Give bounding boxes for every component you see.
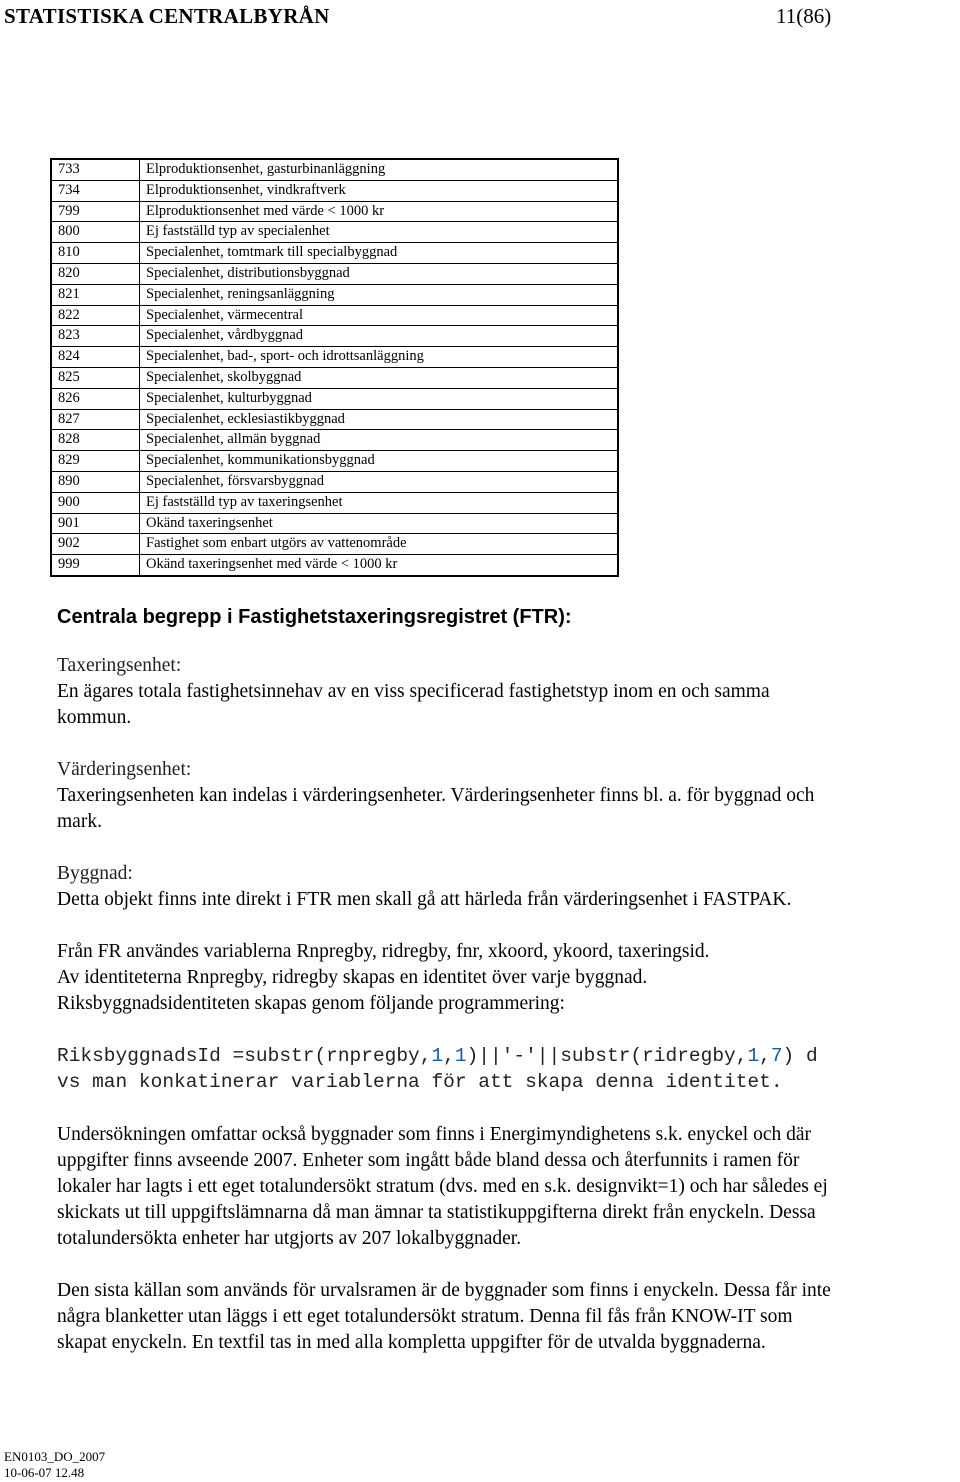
- description-cell: Specialenhet, vårdbyggnad: [140, 326, 619, 347]
- energi-paragraph-line-1: Undersökningen omfattar också byggnader som finns i Energimyndighetens s.k. enyckel och där: [57, 1124, 811, 1145]
- footer-date: 10-06-07 12.48: [4, 1465, 85, 1480]
- energi-paragraph-line-2: uppgifter finns avseende 2007. Enheter som ingått både bland dessa och återfunnits i ramen för: [57, 1150, 800, 1171]
- table-row: [51, 555, 618, 576]
- description-cell: Specialenhet, reningsanläggning: [140, 284, 619, 305]
- table-row: [51, 451, 618, 472]
- code-cell: 734: [51, 180, 140, 201]
- code-cell: 799: [51, 201, 140, 222]
- code-cell: 890: [51, 471, 140, 492]
- code-cell: 900: [51, 492, 140, 513]
- table-row: [51, 388, 618, 409]
- code-line-2: vs man konkatinerar variablerna för att skapa denna identitet.: [57, 1071, 783, 1093]
- table-row: [51, 180, 618, 201]
- code-number: 1: [431, 1045, 444, 1067]
- code-cell: 829: [51, 451, 140, 472]
- energi-paragraph-line-4: skickats ut till uppgiftslämnarna då man ämnar ta statistikuppgifterna direkt från enyckeln. Dessa: [57, 1202, 816, 1223]
- variables-line-2: Av identiteterna Rnpregby, ridregby skapas en identitet över varje byggnad.: [57, 967, 648, 988]
- term-label-taxeringsenhet: Taxeringsenhet:: [57, 655, 182, 676]
- table-row: [51, 326, 618, 347]
- description-cell: Ej fastställd typ av taxeringsenhet: [140, 492, 619, 513]
- table-row: [51, 367, 618, 388]
- description-cell: Specialenhet, skolbyggnad: [140, 367, 619, 388]
- code-number: 1: [454, 1045, 467, 1067]
- property-type-code-table: [50, 158, 619, 577]
- description-cell: Okänd taxeringsenhet: [140, 513, 619, 534]
- description-cell: Specialenhet, försvarsbyggnad: [140, 471, 619, 492]
- code-segment: ,: [443, 1045, 455, 1067]
- table-row: [51, 243, 618, 264]
- sista-paragraph-line-1: Den sista källan som används för urvalsramen är de byggnader som finns i enyckeln. Dessa får inte: [57, 1280, 831, 1301]
- code-cell: 810: [51, 243, 140, 264]
- description-cell: Specialenhet, värmecentral: [140, 305, 619, 326]
- term-text-varderingsenhet-2: mark.: [57, 811, 102, 832]
- code-segment: )||'-'||substr(ridregby,: [466, 1045, 748, 1067]
- variables-line-3: Riksbyggnadsidentiteten skapas genom följande programmering:: [57, 993, 565, 1014]
- description-cell: Specialenhet, distributionsbyggnad: [140, 263, 619, 284]
- term-label-byggnad: Byggnad:: [57, 863, 133, 884]
- code-segment: ) d: [782, 1045, 818, 1067]
- table-row: [51, 492, 618, 513]
- code-cell: 826: [51, 388, 140, 409]
- code-segment: RiksbyggnadsId =substr(rnpregby,: [57, 1045, 432, 1067]
- description-cell: Specialenhet, allmän byggnad: [140, 430, 619, 451]
- description-cell: Elproduktionsenhet, gasturbinanläggning: [146, 161, 386, 177]
- variables-line-1: Från FR användes variablerna Rnpregby, ridregby, fnr, xkoord, ykoord, taxeringsid.: [57, 941, 710, 962]
- term-text-byggnad: Detta objekt finns inte direkt i FTR men skall gå att härleda från värderingsenhet i FASTPAK.: [57, 889, 792, 910]
- description-cell: Ej fastställd typ av specialenhet: [140, 222, 619, 243]
- description-cell: Okänd taxeringsenhet med värde < 1000 kr: [140, 555, 619, 576]
- description-cell: Specialenhet, ecklesiastikbyggnad: [140, 409, 619, 430]
- term-text-taxeringsenhet-2: kommun.: [57, 707, 132, 728]
- section-heading: Centrala begrepp i Fastighetstaxeringsregistret (FTR):: [57, 606, 572, 628]
- table-row: [51, 409, 618, 430]
- description-cell: Fastighet som enbart utgörs av vattenområde: [140, 534, 619, 555]
- code-number: 7: [770, 1045, 783, 1067]
- code-cell: 901: [51, 513, 140, 534]
- code-cell: 827: [51, 409, 140, 430]
- code-number: 1: [747, 1045, 760, 1067]
- organization-name: STATISTISKA CENTRALBYRÅN: [4, 4, 330, 28]
- code-cell: 820: [51, 263, 140, 284]
- table-row: [51, 471, 618, 492]
- energi-paragraph-line-3: lokaler har lagts i ett eget totalundersökt stratum (dvs. med en s.k. designvikt=1) och har således ej: [57, 1176, 828, 1197]
- code-cell: 999: [51, 555, 140, 576]
- table-row: [51, 347, 618, 368]
- code-cell: 733: [51, 159, 140, 180]
- description-cell: Elproduktionsenhet med värde < 1000 kr: [140, 201, 619, 222]
- description-cell: Elproduktionsenhet, vindkraftverk: [140, 180, 619, 201]
- code-line-1: [57, 1043, 818, 1069]
- table-row: [51, 513, 618, 534]
- page-number: 11(86): [776, 4, 832, 28]
- code-cell: 800: [51, 222, 140, 243]
- table-row: [51, 534, 618, 555]
- table-row: [51, 284, 618, 305]
- code-segment: ,: [759, 1045, 771, 1067]
- table-row: [51, 159, 618, 180]
- sista-paragraph-line-2: några blanketter utan läggs i ett eget totalundersökt stratum. Denna fil fås från KNOW-IT som: [57, 1306, 793, 1327]
- table-row: [51, 430, 618, 451]
- code-cell: 823: [51, 326, 140, 347]
- term-text-taxeringsenhet-1: En ägares totala fastighetsinnehav av en viss specificerad fastighetstyp inom en och samma: [57, 681, 770, 702]
- energi-paragraph-line-5: totalundersökta enheter har utgjorts av 207 lokalbyggnader.: [57, 1228, 522, 1249]
- term-text-varderingsenhet-1: Taxeringsenheten kan indelas i värderingsenheter. Värderingsenheter finns bl. a. för byggnad och: [57, 785, 815, 806]
- term-label-varderingsenhet: Värderingsenhet:: [57, 759, 192, 780]
- table-row: [51, 222, 618, 243]
- code-cell: 902: [51, 534, 140, 555]
- description-cell: Specialenhet, kommunikationsbyggnad: [140, 451, 619, 472]
- description-cell: Specialenhet, bad-, sport- och idrottsanläggning: [140, 347, 619, 368]
- code-cell: 822: [51, 305, 140, 326]
- table-row: [51, 305, 618, 326]
- code-cell: 821: [51, 284, 140, 305]
- code-cell: 825: [51, 367, 140, 388]
- table-row: [51, 201, 618, 222]
- footer-document-id: EN0103_DO_2007: [4, 1449, 106, 1464]
- code-cell: 828: [51, 430, 140, 451]
- description-cell: Specialenhet, kulturbyggnad: [140, 388, 619, 409]
- code-cell: 824: [51, 347, 140, 368]
- sista-paragraph-line-3: skapat enyckeln. En textfil tas in med alla kompletta uppgifter för de utvalda byggnaderna.: [57, 1332, 766, 1353]
- description-cell: Specialenhet, tomtmark till specialbyggnad: [140, 243, 619, 264]
- table-row: [51, 263, 618, 284]
